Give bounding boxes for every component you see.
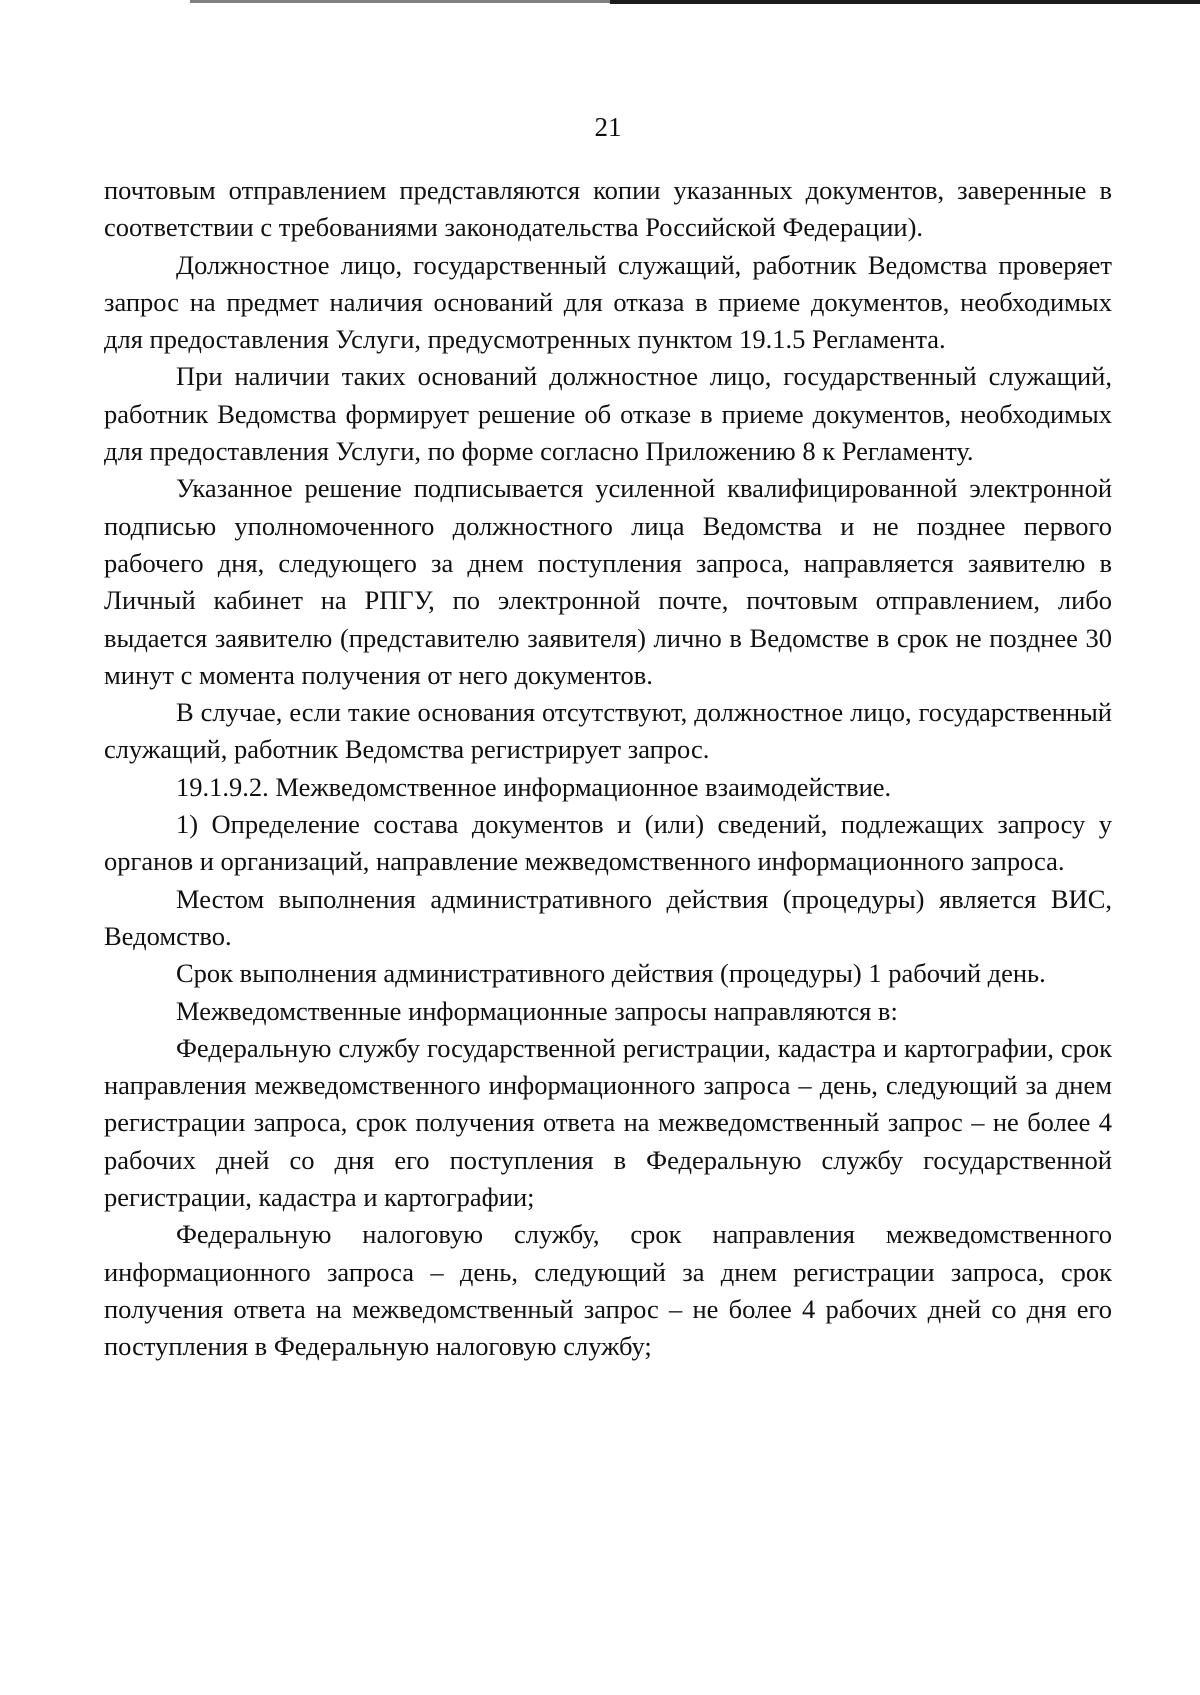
paragraph-continuation: почтовым отправлением представляются копии указанных документов, заверенные в соответствии с требованиями законодательства Российской Федерации). — [104, 175, 1112, 243]
section-heading: 19.1.9.2. Межведомственное информационное взаимодействие. — [176, 771, 892, 802]
scan-edge-line — [610, 0, 1200, 4]
document-body — [104, 172, 1112, 1366]
paragraph: Указанное решение подписывается усиленной квалифицированной электронной подписью уполномоченного должностного лица Ведомства и не позднее первого рабочего дня, следующего за днем поступления запроса, направляется заявителю в Личный кабинет на РПГУ, по электронной почте, почтовым отправлением, либо выдается заявителю (представителю заявителя) лично в Ведомстве в срок не позднее 30 минут с момента получения от него документов. — [104, 473, 1112, 690]
paragraph: Межведомственные информационные запросы направляются в: — [176, 995, 898, 1026]
paragraph: 1) Определение состава документов и (или) сведений, подлежащих запросу у органов и организаций, направление межведомственного информационного запроса. — [104, 809, 1112, 877]
paragraph: При наличии таких оснований должностное лицо, государственный служащий, работник Ведомства формирует решение об отказе в приеме документов, необходимых для предоставления Услуги, по форме согласно Приложению 8 к Регламенту. — [104, 361, 1112, 467]
paragraph: В случае, если такие основания отсутствуют, должностное лицо, государственный служащий, работник Ведомства регистрирует запрос. — [104, 697, 1112, 765]
paragraph: Местом выполнения административного действия (процедуры) является ВИС, Ведомство. — [104, 883, 1112, 951]
page-number: 21 — [594, 112, 622, 142]
paragraph: Федеральную налоговую службу, срок направления межведомственного информационного запроса – день, следующий за днем регистрации запроса, срок получения ответа на межведомственный запрос – не более 4 рабочих дней со дня его поступления в Федеральную налоговую службу; — [104, 1219, 1112, 1362]
paragraph: Срок выполнения административного действия (процедуры) 1 рабочий день. — [176, 958, 1046, 989]
paragraph: Должностное лицо, государственный служащий, работник Ведомства проверяет запрос на предмет наличия оснований для отказа в приеме документов, необходимых для предоставления Услуги, предусмотренных пунктом 19.1.5 Регламента. — [104, 249, 1112, 355]
scan-edge-line — [190, 0, 610, 3]
paragraph: Федеральную службу государственной регистрации, кадастра и картографии, срок направления межведомственного информационного запроса – день, следующий за днем регистрации запроса, срок получения ответа на межведомственный запрос – не более 4 рабочих дней со дня его поступления в Федеральную службу государственной регистрации, кадастра и картографии; — [104, 1032, 1112, 1213]
